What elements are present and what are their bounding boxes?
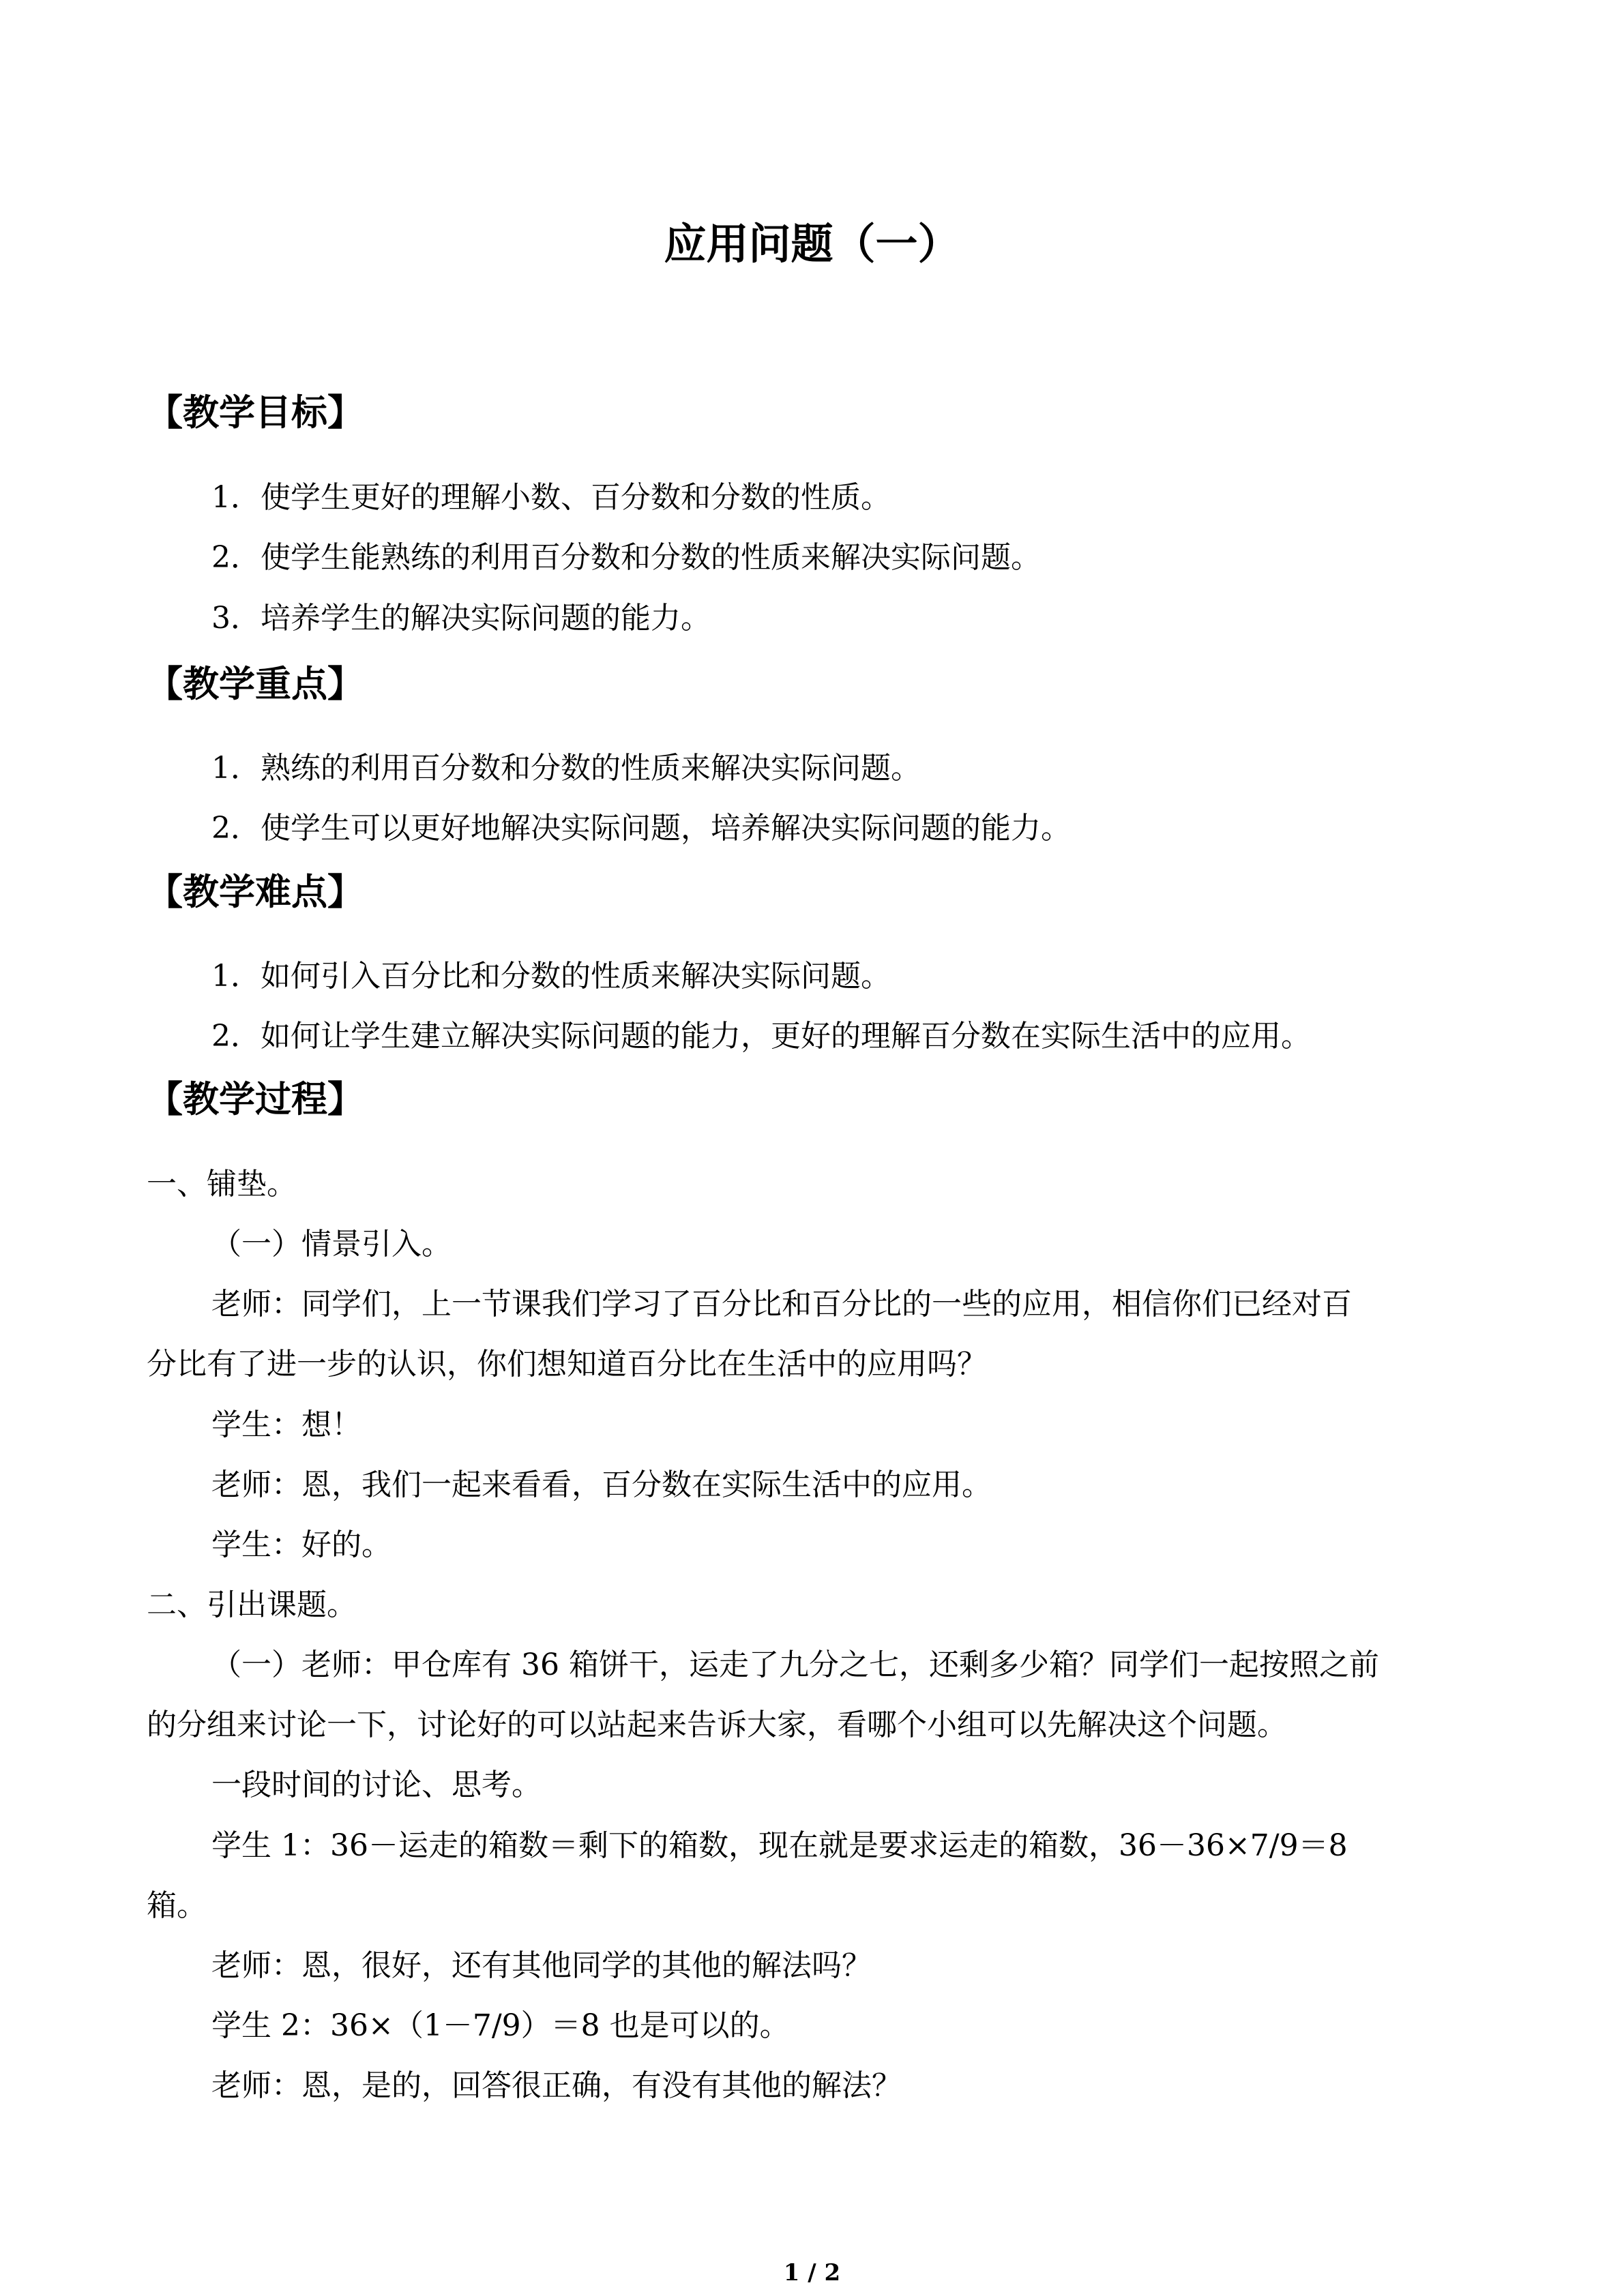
key-point-item-1: 1．熟练的利用百分数和分数的性质来解决实际问题。 — [211, 751, 921, 786]
process-line-7: 学生：好的。 — [211, 1527, 392, 1562]
process-line-1: 一、铺垫。 — [147, 1167, 297, 1202]
process-line-13: 箱。 — [147, 1888, 207, 1923]
heading-difficulties: 【教学难点】 — [147, 871, 364, 913]
process-line-16: 老师：恩，是的，回答很正确，有没有其他的解法？ — [211, 2068, 902, 2103]
process-line-5: 学生：想！ — [211, 1407, 361, 1442]
process-line-11: 一段时间的讨论、思考。 — [211, 1768, 542, 1802]
process-line-4: 分比有了进一步的认识，你们想知道百分比在生活中的应用吗？ — [147, 1347, 987, 1382]
process-line-14: 老师：恩，很好，还有其他同学的其他的解法吗？ — [211, 1948, 872, 1983]
process-line-8: 二、引出课题。 — [147, 1587, 357, 1622]
heading-objectives: 【教学目标】 — [147, 392, 364, 434]
page-title: 应用问题（一） — [664, 219, 960, 269]
difficulty-item-2: 2．如何让学生建立解决实际问题的能力，更好的理解百分数在实际生活中的应用。 — [211, 1019, 1311, 1054]
heading-process: 【教学过程】 — [147, 1079, 364, 1120]
process-line-3: 老师：同学们，上一节课我们学习了百分比和百分比的一些的应用，相信你们已经对百 — [211, 1287, 1352, 1322]
process-line-10: 的分组来讨论一下，讨论好的可以站起来告诉大家，看哪个小组可以先解决这个问题。 — [147, 1708, 1287, 1742]
objective-item-3: 3．培养学生的解决实际问题的能力。 — [211, 601, 711, 636]
process-line-9: （一）老师：甲仓库有 36 箱饼干，运走了九分之七，还剩多少箱？同学们一起按照之前 — [211, 1648, 1379, 1682]
objective-item-2: 2．使学生能熟练的利用百分数和分数的性质来解决实际问题。 — [211, 540, 1041, 575]
objective-item-1: 1．使学生更好的理解小数、百分数和分数的性质。 — [211, 480, 891, 515]
difficulty-item-1: 1．如何引入百分比和分数的性质来解决实际问题。 — [211, 959, 891, 994]
key-point-item-2: 2．使学生可以更好地解决实际问题，培养解决实际问题的能力。 — [211, 811, 1071, 846]
process-line-12: 学生 1：36－运走的箱数＝剩下的箱数，现在就是要求运走的箱数，36－36×7/9＝8 — [211, 1828, 1348, 1863]
process-line-2: （一）情景引入。 — [211, 1227, 452, 1262]
process-line-6: 老师：恩，我们一起来看看，百分数在实际生活中的应用。 — [211, 1467, 992, 1502]
process-line-15: 学生 2：36×（1－7/9）＝8 也是可以的。 — [211, 2008, 790, 2043]
page-number: 1 / 2 — [783, 2259, 841, 2286]
heading-key-points: 【教学重点】 — [147, 664, 364, 705]
